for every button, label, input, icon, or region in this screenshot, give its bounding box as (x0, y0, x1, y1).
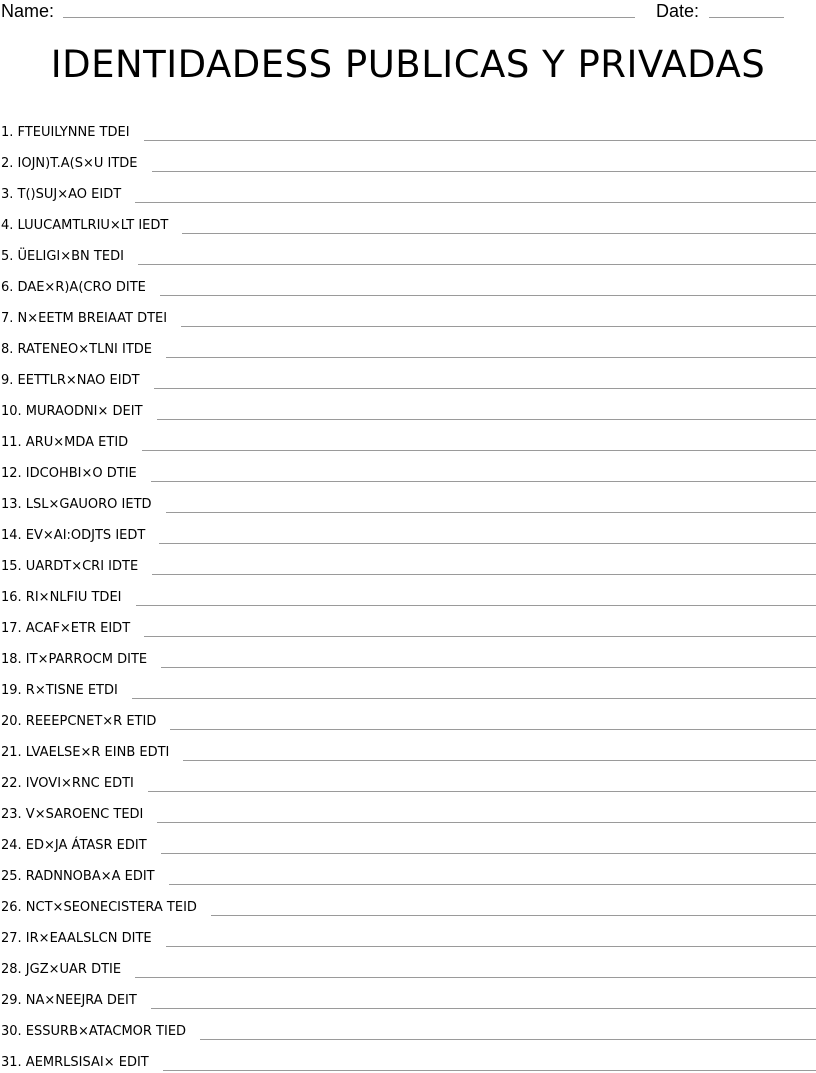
list-item (0, 174, 816, 205)
answer-line[interactable] (151, 480, 816, 482)
scrambled-word: 10. MURAODNI× DEIT (1, 403, 157, 422)
answer-line[interactable] (166, 945, 816, 947)
date-label: Date: (656, 0, 699, 22)
scrambled-word: 23. V×SAROENC TEDI (1, 806, 157, 825)
scrambled-word: 17. ACAF×ETR EIDT (1, 620, 144, 639)
answer-line[interactable] (159, 542, 816, 544)
answer-line[interactable] (135, 976, 816, 978)
scrambled-word: 27. IR×EAALSLCN DITE (1, 930, 166, 949)
scrambled-word: 25. RADNNOBA×A EDIT (1, 868, 169, 887)
scrambled-word: 2. IOJN)T.A(S×U ITDE (1, 155, 152, 174)
list-item (0, 732, 816, 763)
answer-line[interactable] (166, 356, 816, 358)
answer-line[interactable] (163, 1069, 816, 1071)
answer-line[interactable] (144, 635, 816, 637)
list-item (0, 360, 816, 391)
list-item (0, 980, 816, 1011)
list-item (0, 949, 816, 980)
answer-line[interactable] (211, 914, 816, 916)
scrambled-word: 8. RATENEO×TLNI ITDE (1, 341, 166, 360)
answer-line[interactable] (136, 604, 816, 606)
answer-line[interactable] (148, 790, 816, 792)
list-item (0, 329, 816, 360)
scrambled-word: 1. FTEUILYNNE TDEI (1, 124, 144, 143)
answer-line[interactable] (166, 511, 816, 513)
scrambled-word: 16. RI×NLFIU TDEI (1, 589, 136, 608)
list-item (0, 453, 816, 484)
answer-line[interactable] (161, 852, 816, 854)
scrambled-word: 21. LVAELSE×R EINB EDTI (1, 744, 183, 763)
scrambled-word: 28. JGZ×UAR DTIE (1, 961, 135, 980)
list-item (0, 143, 816, 174)
list-item (0, 205, 816, 236)
list-item (0, 391, 816, 422)
list-item (0, 422, 816, 453)
answer-line[interactable] (160, 294, 816, 296)
scrambled-word: 19. R×TISNE ETDI (1, 682, 132, 701)
answer-line[interactable] (169, 883, 816, 885)
list-item (0, 298, 816, 329)
scrambled-word: 9. EETTLR×NAO EIDT (1, 372, 154, 391)
answer-line[interactable] (200, 1038, 816, 1040)
list-item (0, 1042, 816, 1073)
answer-line[interactable] (144, 139, 816, 141)
answer-line[interactable] (182, 232, 816, 234)
scrambled-word: 18. IT×PARROCM DITE (1, 651, 161, 670)
answer-line[interactable] (135, 201, 816, 203)
list-item (0, 577, 816, 608)
scramble-list (0, 112, 816, 1073)
scrambled-word: 4. LUUCAMTLRIU×LT IEDT (1, 217, 182, 236)
answer-line[interactable] (181, 325, 816, 327)
scrambled-word: 6. DAE×R)A(CRO DITE (1, 279, 160, 298)
list-item (0, 701, 816, 732)
scrambled-word: 3. T()SUJ×AO EIDT (1, 186, 135, 205)
list-item (0, 608, 816, 639)
scrambled-word: 31. AEMRLSISAI× EDIT (1, 1054, 163, 1073)
list-item (0, 112, 816, 143)
answer-line[interactable] (183, 759, 816, 761)
list-item (0, 267, 816, 298)
answer-line[interactable] (142, 449, 816, 451)
scrambled-word: 12. IDCOHBI×O DTIE (1, 465, 151, 484)
list-item (0, 670, 816, 701)
answer-line[interactable] (161, 666, 816, 668)
list-item (0, 484, 816, 515)
answer-line[interactable] (151, 1007, 816, 1009)
list-item (0, 546, 816, 577)
answer-line[interactable] (138, 263, 816, 265)
scrambled-word: 11. ARU×MDA ETID (1, 434, 142, 453)
scrambled-word: 7. N×EETM BREIAAT DTEI (1, 310, 181, 329)
scrambled-word: 13. LSL×GAUORO IETD (1, 496, 166, 515)
list-item (0, 825, 816, 856)
list-item (0, 1011, 816, 1042)
list-item (0, 794, 816, 825)
answer-line[interactable] (170, 728, 816, 730)
answer-line[interactable] (154, 387, 816, 389)
name-field[interactable] (63, 17, 635, 18)
answer-line[interactable] (152, 170, 816, 172)
list-item (0, 918, 816, 949)
answer-line[interactable] (152, 573, 816, 575)
list-item (0, 236, 816, 267)
scrambled-word: 24. ED×JA ÁTASR EDIT (1, 837, 161, 856)
scrambled-word: 22. IVOVI×RNC EDTI (1, 775, 148, 794)
scrambled-word: 20. REEEPCNET×R ETID (1, 713, 170, 732)
list-item (0, 887, 816, 918)
scrambled-word: 5. ÜELIGI×BN TEDI (1, 248, 138, 267)
answer-line[interactable] (157, 821, 816, 823)
scrambled-word: 26. NCT×SEONECISTERA TEID (1, 899, 211, 918)
scrambled-word: 30. ESSURB×ATACMOR TIED (1, 1023, 200, 1042)
scrambled-word: 15. UARDT×CRI IDTE (1, 558, 152, 577)
answer-line[interactable] (132, 697, 816, 699)
name-label: Name: (1, 0, 54, 22)
answer-line[interactable] (157, 418, 816, 420)
page-title: IDENTIDADESS PUBLICAS Y PRIVADAS (0, 42, 816, 88)
list-item (0, 763, 816, 794)
list-item (0, 639, 816, 670)
list-item (0, 515, 816, 546)
scrambled-word: 14. EV×AI:ODJTS IEDT (1, 527, 159, 546)
list-item (0, 856, 816, 887)
worksheet-header (0, 0, 816, 24)
date-field[interactable] (709, 17, 784, 18)
scrambled-word: 29. NA×NEEJRA DEIT (1, 992, 151, 1011)
